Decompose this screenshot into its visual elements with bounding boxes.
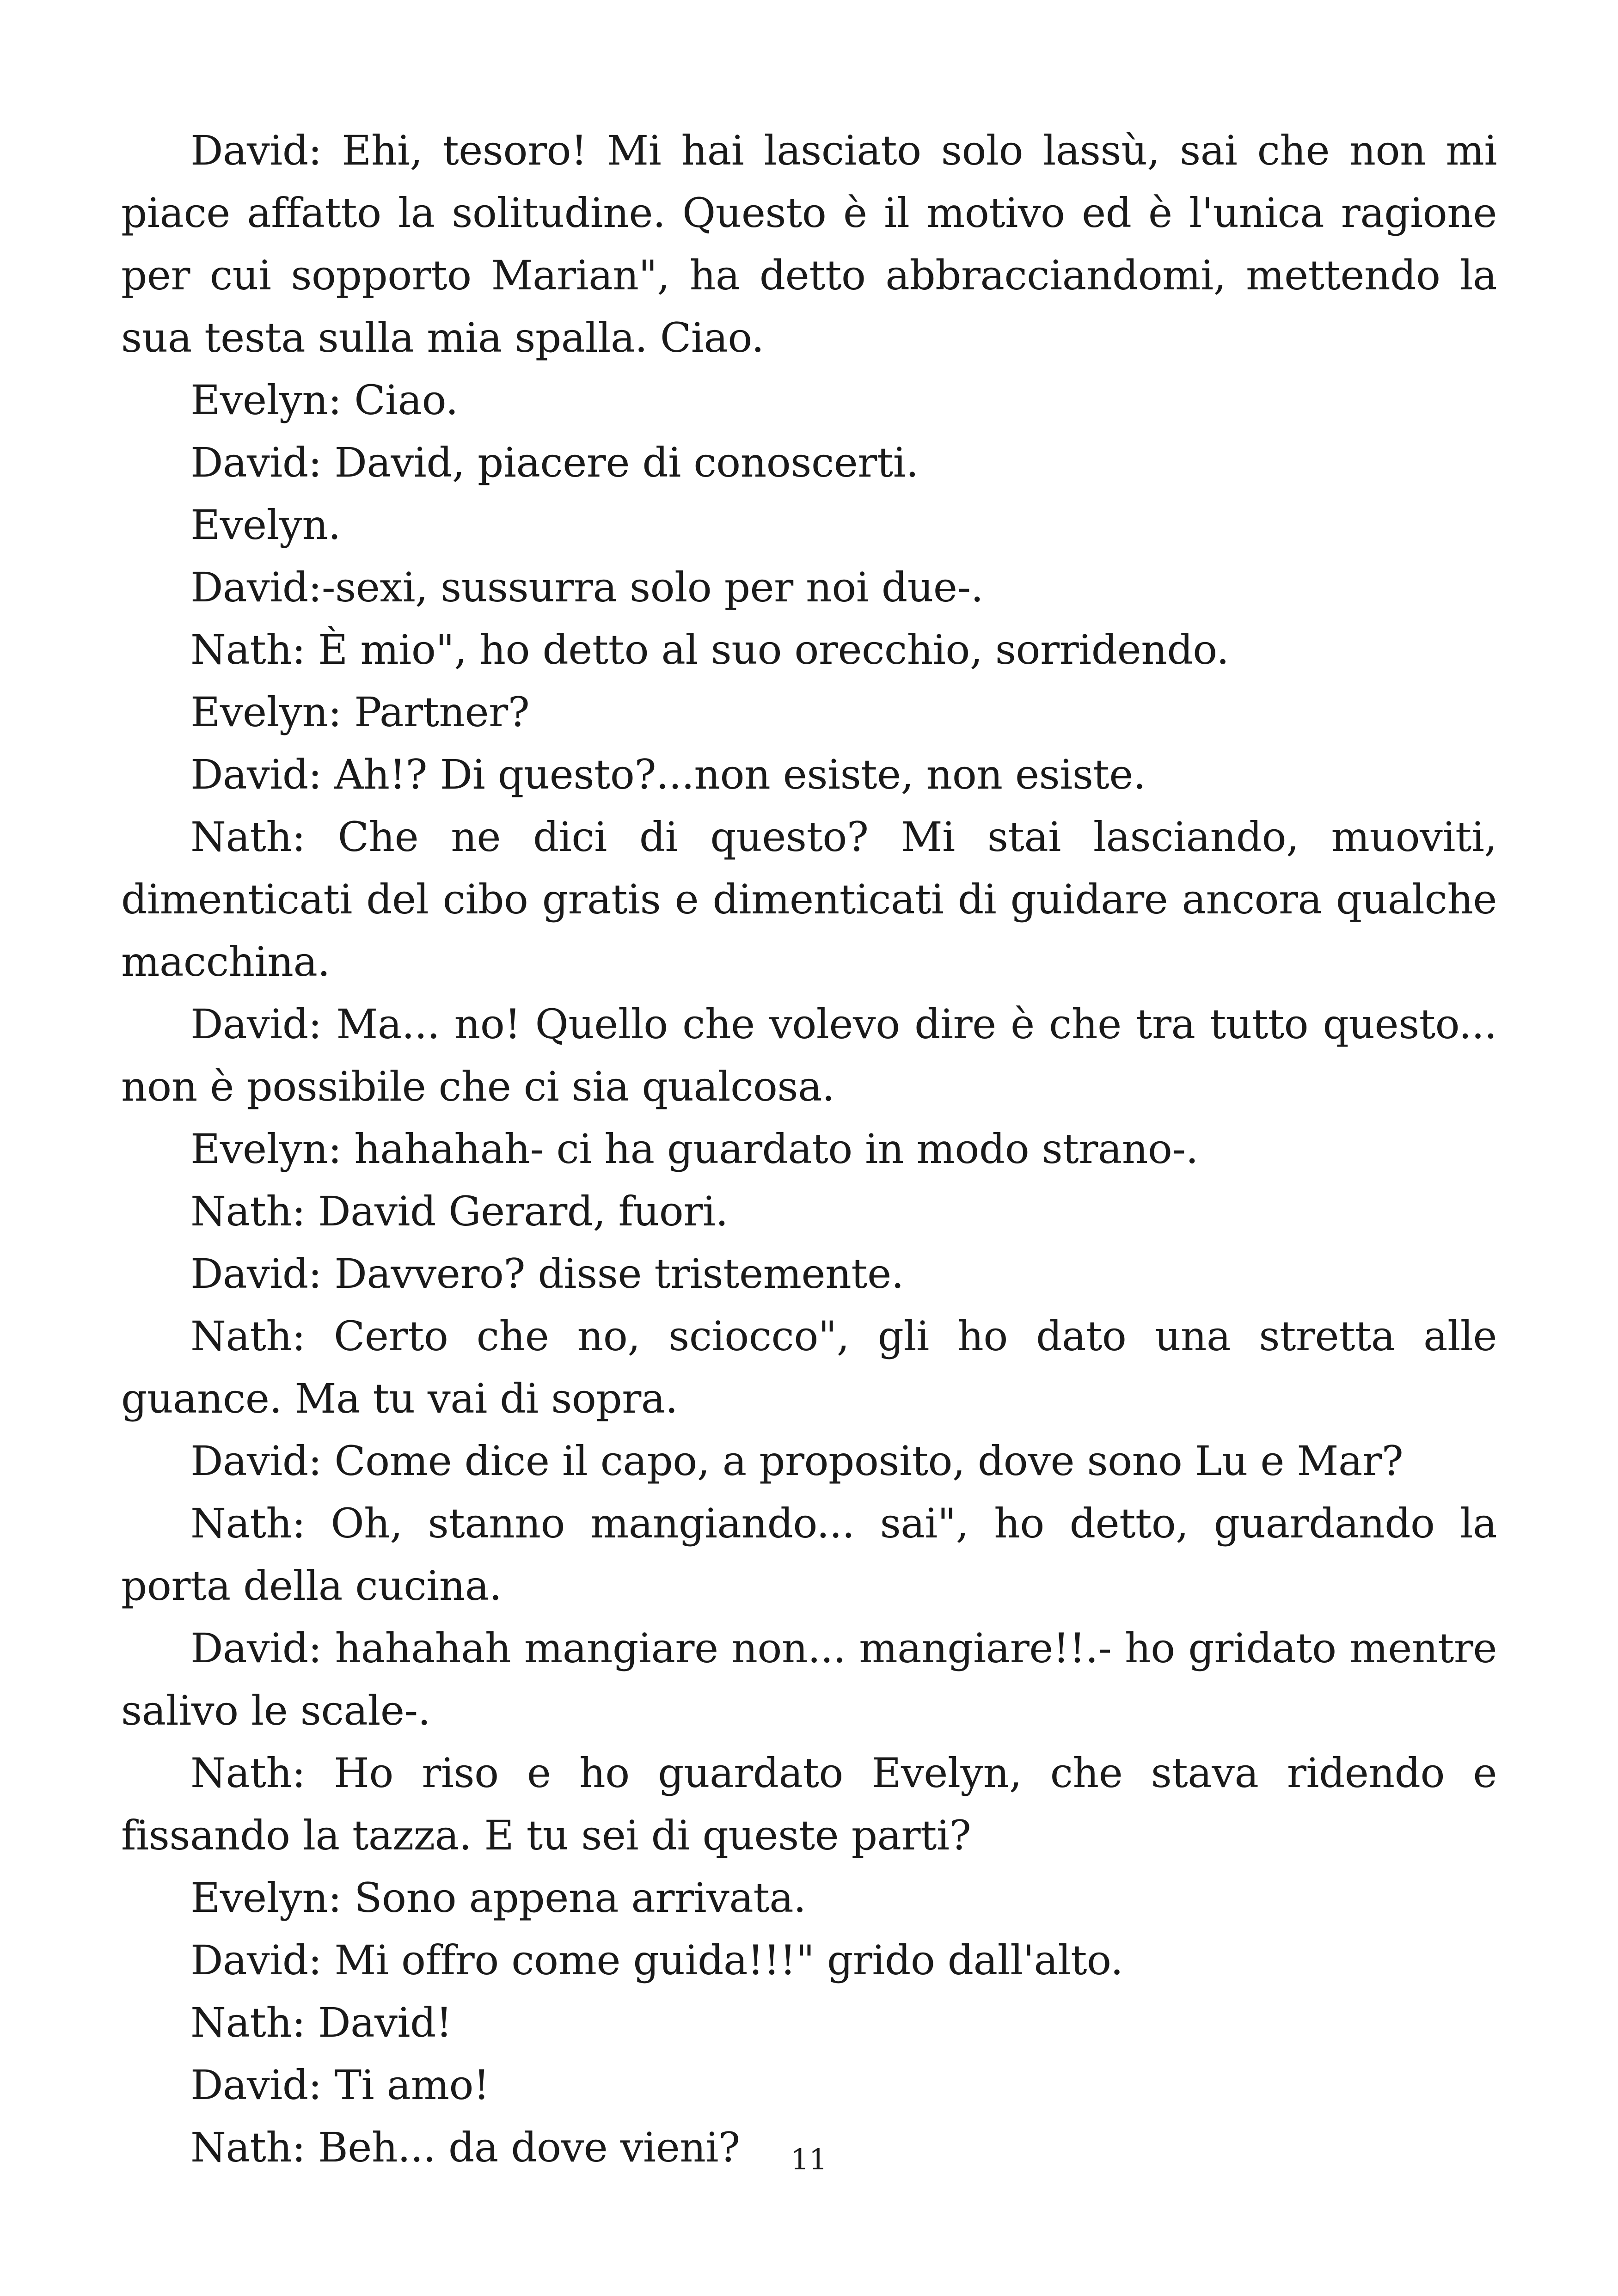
paragraph: David: David, piacere di conoscerti. (190, 439, 919, 486)
paragraph: Evelyn: Partner? (190, 688, 530, 736)
paragraph: Nath: È mio", ho detto al suo orecchio, sorridendo. (190, 626, 1229, 673)
paragraph: Evelyn: hahahah- ci ha guardato in modo strano-. (190, 1125, 1199, 1173)
paragraph: David: hahahah mangiare non... mangiare!!.- ho gridato mentre salivo le scale-. (121, 1624, 1497, 1734)
paragraph: David: Ehi, tesoro! Mi hai lasciato solo lassù, sai che non mi piace affatto la solitudine. Questo è il motivo ed è l'unica ragione per cui sopporto Marian", ha detto abbracciandomi, mettendo la sua testa sulla mia spalla. Ciao. (121, 127, 1497, 361)
paragraph: David: Come dice il capo, a proposito, dove sono Lu e Mar? (190, 1437, 1403, 1485)
paragraph: David: Davvero? disse tristemente. (190, 1250, 904, 1298)
page-body (121, 119, 1497, 2179)
paragraph: David: Ah!? Di questo?...non esiste, non esiste. (190, 751, 1146, 798)
paragraph: Nath: David Gerard, fuori. (190, 1188, 728, 1235)
paragraph: Nath: Beh... da dove vieni? (190, 2124, 740, 2171)
paragraph: Nath: Ho riso e ho guardato Evelyn, che stava ridendo e fissando la tazza. E tu sei di queste parti? (121, 1749, 1497, 1859)
paragraph: Nath: David! (190, 1999, 452, 2046)
paragraph: Evelyn: Sono appena arrivata. (190, 1874, 806, 1922)
paragraph: David: Ma... no! Quello che volevo dire è che tra tutto questo... non è possibile che ci sia qualcosa. (121, 1000, 1497, 1110)
paragraph: David: Ti amo! (190, 2061, 490, 2109)
paragraph: Nath: Oh, stanno mangiando... sai", ho detto, guardando la porta della cucina. (121, 1500, 1497, 1610)
paragraph: David:-sexi, sussurra solo per noi due-. (190, 563, 984, 611)
paragraph: David: Mi offro come guida!!!" grido dall'alto. (190, 1936, 1123, 1984)
paragraph: Nath: Certo che no, sciocco", gli ho dato una stretta alle guance. Ma tu vai di sopra. (121, 1312, 1497, 1422)
page-number: 11 (791, 2143, 827, 2176)
paragraph: Evelyn. (190, 501, 341, 549)
paragraph: Nath: Che ne dici di questo? Mi stai lasciando, muoviti, dimenticati del cibo gratis e dimenticati di guidare ancora qualche macchina. (121, 813, 1497, 986)
paragraph: Evelyn: Ciao. (190, 376, 459, 424)
